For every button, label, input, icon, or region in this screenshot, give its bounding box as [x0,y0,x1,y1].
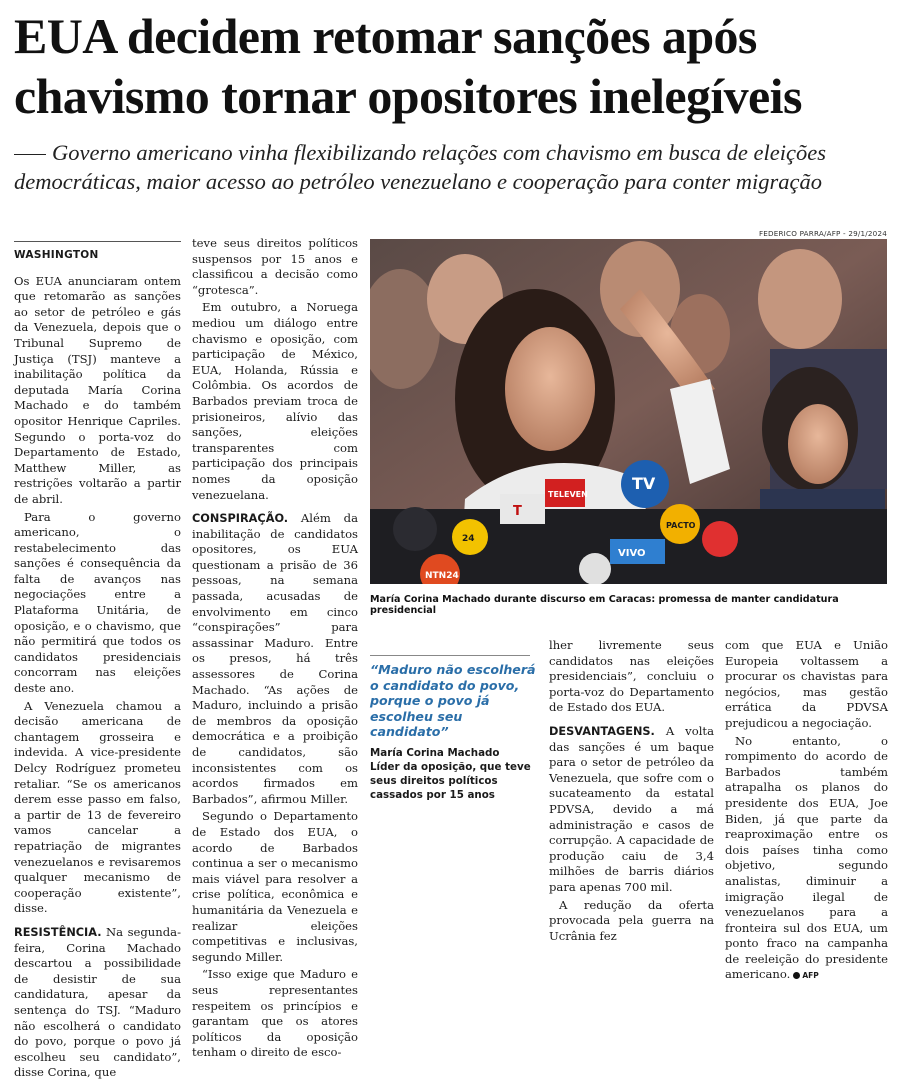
paragraph [725,734,888,985]
paragraph: “Isso exige que Maduro e seus representantes respeitem os princípios e garantam que os atores políticos da oposição tenham o direito de esco- [192,967,358,1060]
photo-caption: María Corina Machado durante discurso em Caracas: promessa de manter candidatura presidencial [370,594,839,616]
mic-label: PACTO [666,521,696,530]
subhead: CONSPIRAÇÃO. [192,512,289,526]
column-1 [14,238,181,1081]
paragraph: Em outubro, a Noruega mediou um diálogo entre chavismo e oposição, com participação de México, EUA, Holanda, Rússia e Colômbia. Os acordos de Barbados previam troca de prisioneiros, alívio das sanções, eleições transparentes com participação dos principais nomes da oposição venezuelana. [192,300,358,502]
column-4 [549,638,714,944]
quote-text: “Maduro não escolherá o candidato do povo, porque o povo já escolheu seu candidato” [370,662,536,740]
column-5 [725,638,888,984]
dek-rule [14,154,46,155]
agency-tag: AFP [802,971,819,981]
paragraph: Segundo o Departamento de Estado dos EUA, o acordo de Barbados continua a ser o mecanismo mais viável para resolver a crise política, econômica e humanitária da Venezuela e realizar eleições competitivas e inclusivas, segundo Miller. [192,809,358,964]
paragraph: teve seus direitos políticos suspensos por 15 anos e classificou a decisão como “grotesca”. [192,236,358,297]
mic-label: T [513,504,522,519]
quote-attribution-name: María Corina Machado [370,746,500,759]
pull-quote [370,655,540,802]
paragraph: A Venezuela chamou a decisão americana de chantagem grosseira e indevida. A vice-presidente Delcy Rodríguez prometeu retaliar. “Se os americanos derem esse passo em falso, a partir de 13 de fevereiro vamos cancelar a repatriação de migrantes venezuelanos e revisaremos qualquer mecanismo de cooperação existente”, disse. [14,698,181,916]
mic-label: TELEVEN [548,490,588,499]
paragraph [14,925,181,1081]
end-mark-icon [793,972,800,979]
paragraph [192,511,358,807]
mic-label: 24 [462,534,475,544]
column-2 [192,236,358,1061]
paragraph: A redução da oferta provocada pela guerra na Ucrânia fez [549,897,714,943]
paragraph-text: Além da inabilitação de candidatos opositores, os EUA questionam a prisão de 36 pessoas, na semana passada, acusadas de envolvimento em cinco “conspirações” para assassinar Maduro. Entre os presos, há três assessores de Corina Machado. “As ações de Maduro, incluindo a prisão de membros da oposição democrática e a proibição de candidatos, são inconsistentes com os acordos firmados em Barbados”, afirmou Miller. [192,511,358,806]
headline: EUA decidem retomar sanções após chavismo tornar opositores inelegíveis [14,8,802,124]
news-photo [370,239,887,584]
dek [14,138,894,196]
quote-attribution-description: Líder da oposição, que teve seus direitos políticos cassados por 15 anos [370,760,531,801]
paragraph: Os EUA anunciaram ontem que retomarão as sanções ao setor de petróleo e gás da Venezuela, depois que o Tribunal Supremo de Justiça (TSJ) manteve a inabilitação política da deputada María Corina Machado e do também opositor Henrique Capriles. Segundo o porta-voz do Departamento de Estado, Matthew Miller, as restrições voltarão a partir de abril. [14,273,181,506]
paragraph: Para o governo americano, o restabelecimento das sanções é consequência da falta de avanços nas negociações entre a Plataforma Unitária, de oposição, e o chavismo, que não permitirá que todos os candidatos presidenciais concorram nas eleições deste ano. [14,509,181,696]
mic-label: VIVO [618,548,646,559]
dateline: WASHINGTON [14,249,99,261]
paragraph: lher livremente seus candidatos nas eleições presidenciais”, concluiu o porta-voz do Departamento de Estado dos EUA. [549,638,714,715]
mic-label: TV [632,474,656,493]
photo-credit: FEDERICO PARRA/AFP - 29/1/2024 [758,229,887,238]
paragraph-text: A volta das sanções é um baque para o setor de petróleo da Venezuela, que sofre com o sucateamento da estatal PDVSA, devido a má administração e casos de corrupção. A capacidade de produção caiu de 3,4 milhões de barris diários para apenas 700 mil. [549,723,714,894]
dek-text: Governo americano vinha flexibilizando relações com chavismo em busca de eleições democráticas, maior acesso ao petróleo venezuelano e cooperação para conter migração [14,140,826,194]
paragraph-text: No entanto, o rompimento do acordo de Barbados também atrapalha os planos do presidente dos EUA, Joe Biden, já que parte da reaproximação entre os dois países tinha como objetivo, segundo analistas, diminuir a imigração ilegal de venezuelanos para a fronteira sul dos EUA, um ponto fraco na campanha de reeleição do presidente americano. [725,733,888,982]
paragraph-text: Na segunda-feira, Corina Machado descartou a possibilidade de desistir de sua candidatura, apesar da sentença do TSJ. “Maduro não escolherá o candidato do povo, porque o povo já escolheu seu candidato”, disse Corina, que [14,924,181,1080]
mic-label: NTN24 [425,571,459,581]
subhead: RESISTÊNCIA. [14,925,102,939]
paragraph: com que EUA e União Europeia voltassem a procurar os chavistas para negócios, mas gestão errática da PDVSA prejudicou a negociação. [725,638,888,730]
paragraph [549,724,714,896]
subhead: DESVANTAGENS. [549,724,655,738]
quote-rule [370,655,530,656]
